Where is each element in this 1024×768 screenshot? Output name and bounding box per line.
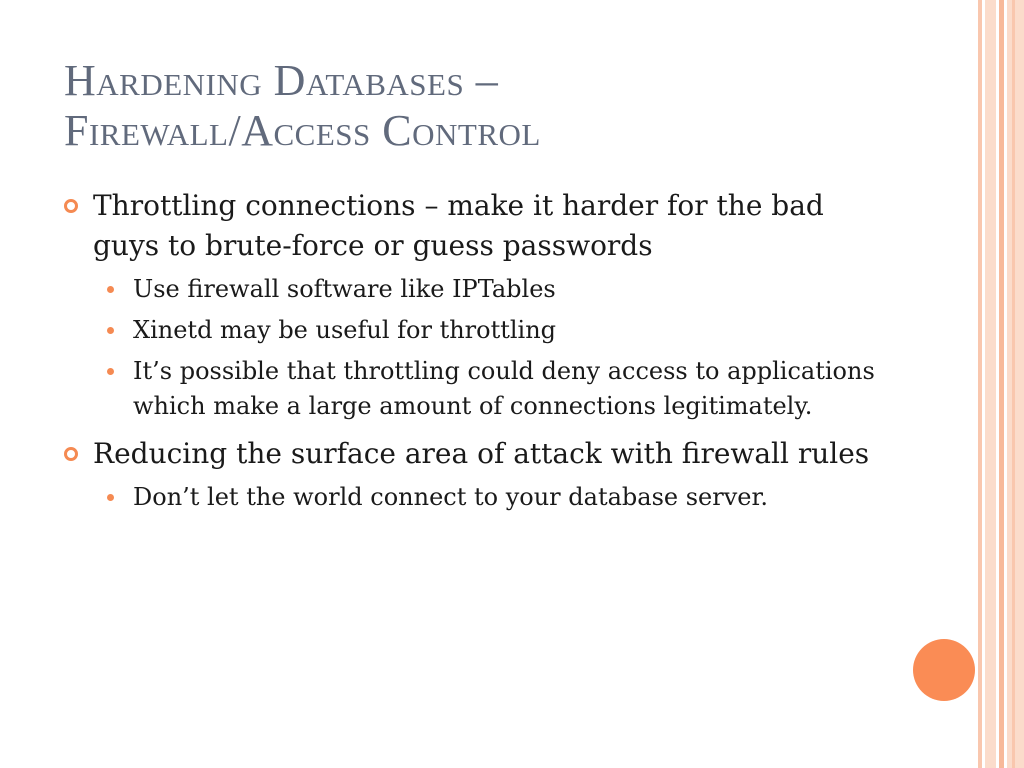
slide-title-line-2: Firewall/Access Control	[64, 106, 541, 155]
bullet-text: Throttling connections – make it harder for the bad guys to brute-force or guess passwords	[93, 189, 824, 262]
ring-bullet-icon	[64, 199, 78, 213]
bullet-text: Use firewall software like IPTables	[133, 275, 556, 303]
bullet-text: Xinetd may be useful for throttling	[133, 316, 557, 344]
bullet-text: Don’t let the world connect to your database server.	[133, 483, 768, 511]
dot-bullet-icon	[107, 286, 114, 293]
bullet-level-1	[64, 186, 894, 266]
decorative-stripe	[999, 0, 1004, 768]
bullet-level-2	[64, 354, 894, 424]
slide-title-line-1: Hardening Databases –	[64, 56, 499, 105]
slide-title	[64, 56, 944, 156]
bullet-level-2	[64, 272, 894, 307]
decorative-stripe	[1007, 0, 1024, 768]
dot-bullet-icon	[107, 327, 114, 334]
bullet-level-2	[64, 313, 894, 348]
bullet-text: Reducing the surface area of attack with firewall rules	[93, 437, 870, 470]
decorative-circle	[913, 639, 975, 701]
bullet-text: It’s possible that throttling could deny access to applications which make a large amount of connections legitimately.	[133, 357, 875, 420]
decorative-stripe	[985, 0, 996, 768]
decorative-stripe	[1012, 0, 1015, 768]
bullet-level-1	[64, 434, 894, 474]
slide-content	[64, 186, 894, 521]
ring-bullet-icon	[64, 447, 78, 461]
decorative-stripe	[978, 0, 982, 768]
dot-bullet-icon	[107, 494, 114, 501]
bullet-level-2	[64, 480, 894, 515]
dot-bullet-icon	[107, 368, 114, 375]
